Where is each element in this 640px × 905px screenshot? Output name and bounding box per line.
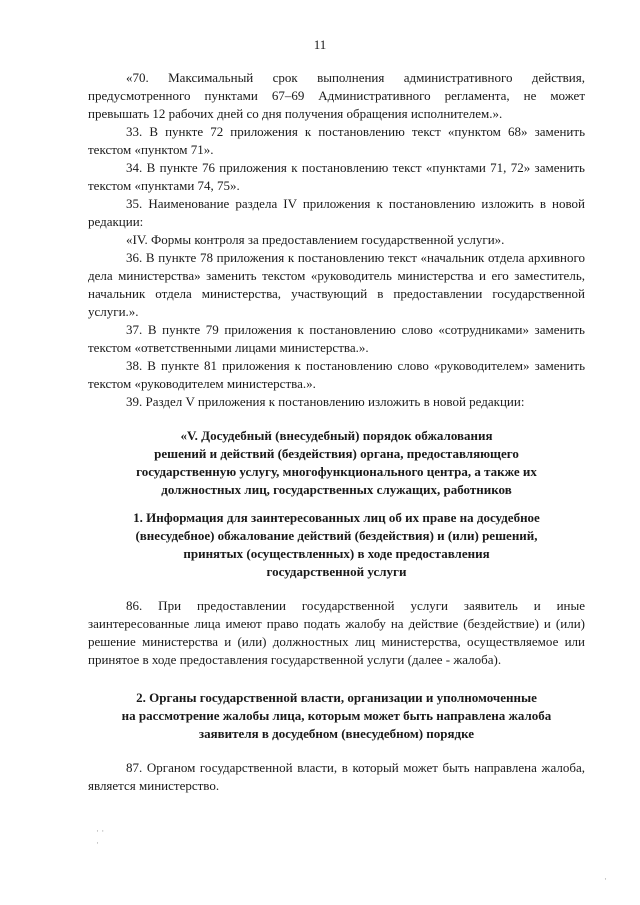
paragraph-38: 38. В пункте 81 приложения к постановлению слово «руководителем» заменить текстом «руководителем министерства.». bbox=[88, 358, 585, 391]
document-body bbox=[88, 69, 585, 795]
subsection-1-heading-line: государственной услуги bbox=[266, 564, 407, 579]
section-v-heading-line: должностных лиц, государственных служащих, работников bbox=[161, 482, 512, 497]
section-v-heading-line: «V. Досудебный (внесудебный) порядок обжалования bbox=[180, 428, 493, 443]
subsection-2-heading-line: заявителя в досудебном (внесудебном) порядке bbox=[198, 726, 475, 741]
paragraph-35: 35. Наименование раздела IV приложения к постановлению изложить в новой редакции: bbox=[88, 196, 585, 229]
subsection-1-heading-line: 1. Информация для заинтересованных лиц об их праве на досудебное bbox=[133, 510, 540, 525]
subsection-1-heading-line: принятых (осуществленных) в ходе предоставления bbox=[183, 546, 490, 561]
paragraph-37: 37. В пункте 79 приложения к постановлению слово «сотрудниками» заменить текстом «ответственными лицами министерства.». bbox=[88, 322, 585, 355]
scan-speck: · bbox=[96, 838, 99, 848]
subsection-2-heading-line: 2. Органы государственной власти, организации и уполномоченные bbox=[136, 690, 537, 705]
paragraph-87: 87. Органом государственной власти, в который может быть направлена жалоба, является министерство. bbox=[88, 760, 585, 793]
subsection-1-heading bbox=[88, 509, 585, 581]
paragraph-39: 39. Раздел V приложения к постановлению изложить в новой редакции: bbox=[126, 394, 525, 409]
subsection-2-heading-line: на рассмотрение жалобы лица, которым может быть направлена жалоба bbox=[121, 708, 552, 723]
subsection-1-heading-line: (внесудебное) обжалование действий (бездействия) и (или) решений, bbox=[135, 528, 538, 543]
paragraph-36: 36. В пункте 78 приложения к постановлению текст «начальник отдела архивного дела министерства» заменить текстом «руководитель министерства и его заместитель, начальник отдела министерства, участвующий в предоставлении государственной услуги.». bbox=[88, 250, 585, 319]
section-v-heading-line: государственную услугу, многофункционального центра, а также их bbox=[136, 464, 537, 479]
paragraph-33: 33. В пункте 72 приложения к постановлению текст «пунктом 68» заменить текстом «пунктом 71». bbox=[88, 124, 585, 157]
scan-speck: · bbox=[604, 874, 607, 884]
paragraph-86: 86. При предоставлении государственной услуги заявитель и иные заинтересованные лица имеют право подать жалобу на действие (бездействие) и (или) решение министерства и (или) должностных лиц министерства, осуществляемое или принятое в ходе предоставления государственной услуги (далее - жалоба). bbox=[88, 598, 585, 667]
quoted-section-iv-title: «IV. Формы контроля за предоставлением государственной услуги». bbox=[126, 232, 505, 247]
section-v-heading-line: решений и действий (бездействия) органа, предоставляющего bbox=[154, 446, 519, 461]
paragraph-34: 34. В пункте 76 приложения к постановлению текст «пунктами 71, 72» заменить текстом «пунктами 74, 75». bbox=[88, 160, 585, 193]
scan-speck: · · bbox=[96, 826, 105, 836]
paragraph-70: «70. Максимальный срок выполнения административного действия, предусмотренного пунктами 67–69 Административного регламента, не может превышать 12 рабочих дней со дня получения обращения исполнителем.». bbox=[88, 70, 585, 121]
page-number: 11 bbox=[313, 37, 327, 52]
section-v-heading bbox=[88, 427, 585, 499]
subsection-2-heading bbox=[88, 689, 585, 743]
